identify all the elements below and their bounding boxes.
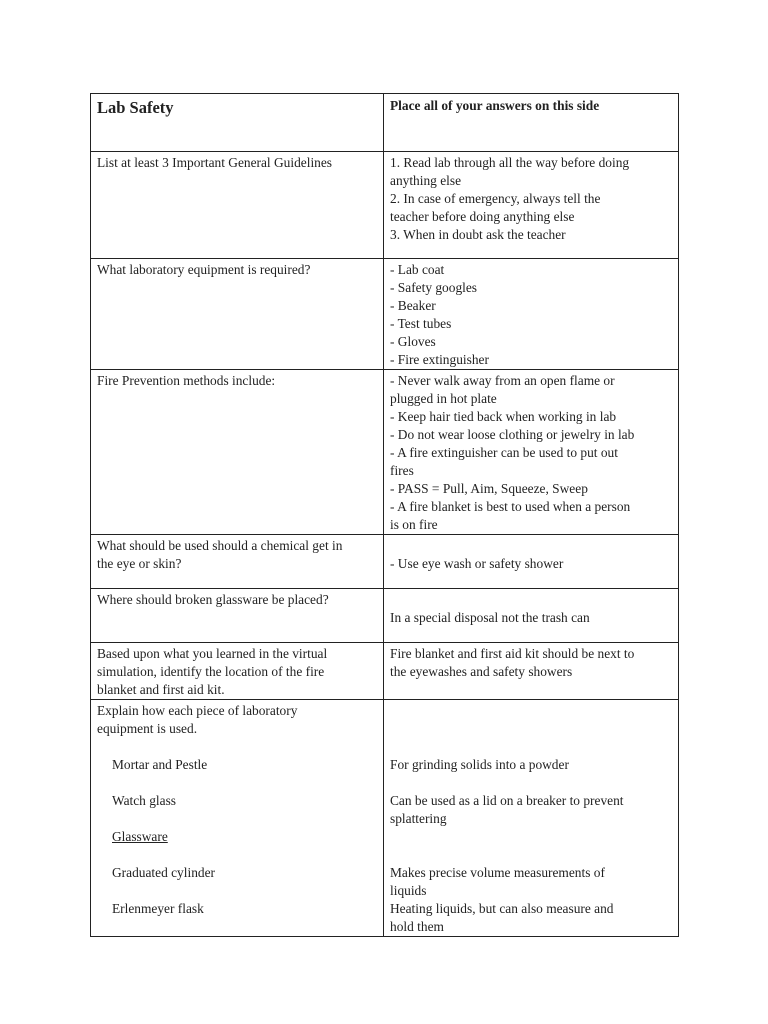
answer-text: - Never walk away from an open flame or bbox=[390, 373, 615, 388]
answer-cell bbox=[384, 589, 679, 643]
equipment-watch-glass: Watch glass bbox=[112, 793, 176, 808]
spacer bbox=[97, 738, 377, 756]
question-text: Fire Prevention methods include: bbox=[97, 373, 276, 388]
answer-cell bbox=[384, 152, 679, 259]
answer-text: teacher before doing anything else bbox=[390, 209, 575, 224]
table-row bbox=[91, 370, 679, 535]
answer-text bbox=[390, 591, 672, 609]
spacer bbox=[97, 810, 377, 828]
spacer bbox=[390, 738, 672, 756]
table-row bbox=[91, 700, 679, 937]
question-cell bbox=[91, 643, 384, 700]
question-cell bbox=[91, 700, 384, 937]
question-text: Explain how each piece of laboratory bbox=[97, 703, 298, 718]
instruction-cell bbox=[384, 94, 679, 152]
answer-text: - Keep hair tied back when working in lab bbox=[390, 409, 617, 424]
question-cell bbox=[91, 370, 384, 535]
answer-text: 1. Read lab through all the way before doing bbox=[390, 155, 630, 170]
question-text: equipment is used. bbox=[97, 721, 198, 736]
answer-text: anything else bbox=[390, 173, 462, 188]
answer-text: - A fire extinguisher can be used to put out bbox=[390, 445, 618, 460]
table-row bbox=[91, 259, 679, 370]
spacer bbox=[97, 882, 377, 900]
answer-text: - Beaker bbox=[390, 298, 436, 313]
answer-cell bbox=[384, 535, 679, 589]
question-cell bbox=[91, 589, 384, 643]
answer-text: - Lab coat bbox=[390, 262, 445, 277]
lab-safety-table bbox=[90, 93, 679, 937]
answer-text: Heating liquids, but can also measure and bbox=[390, 901, 614, 916]
answer-text: - A fire blanket is best to used when a person bbox=[390, 499, 631, 514]
equipment-mortar-and-pestle: Mortar and Pestle bbox=[112, 757, 208, 772]
table-row bbox=[91, 152, 679, 259]
title-cell bbox=[91, 94, 384, 152]
question-text: simulation, identify the location of the fire bbox=[97, 664, 325, 679]
equipment-graduated-cylinder: Graduated cylinder bbox=[112, 865, 215, 880]
answer-text: 3. When in doubt ask the teacher bbox=[390, 227, 566, 242]
question-text: blanket and first aid kit. bbox=[97, 682, 225, 697]
question-text: What should be used should a chemical get in bbox=[97, 538, 343, 553]
answer-text: Can be used as a lid on a breaker to prevent bbox=[390, 793, 624, 808]
answer-text: fires bbox=[390, 463, 414, 478]
answer-text: - Safety googles bbox=[390, 280, 478, 295]
spacer bbox=[97, 774, 377, 792]
answer-text: - Do not wear loose clothing or jewelry in lab bbox=[390, 427, 635, 442]
equipment-erlenmeyer-flask: Erlenmeyer flask bbox=[112, 901, 204, 916]
answer-cell bbox=[384, 700, 679, 937]
equipment-glassware-heading: Glassware bbox=[112, 829, 168, 844]
answer-text: In a special disposal not the trash can bbox=[390, 610, 590, 625]
answer-text: splattering bbox=[390, 811, 447, 826]
answer-text: 2. In case of emergency, always tell the bbox=[390, 191, 601, 206]
page-title: Lab Safety bbox=[97, 98, 174, 117]
answer-text: liquids bbox=[390, 883, 427, 898]
spacer bbox=[390, 828, 672, 846]
instruction-heading: Place all of your answers on this side bbox=[390, 98, 600, 113]
header-row bbox=[91, 94, 679, 152]
spacer bbox=[390, 720, 672, 738]
question-text: Based upon what you learned in the virtual bbox=[97, 646, 328, 661]
question-text: the eye or skin? bbox=[97, 556, 182, 571]
answer-cell bbox=[384, 259, 679, 370]
answer-text: - Use eye wash or safety shower bbox=[390, 556, 564, 571]
table-row bbox=[91, 535, 679, 589]
question-text: List at least 3 Important General Guidelines bbox=[97, 155, 333, 170]
question-text: What laboratory equipment is required? bbox=[97, 262, 311, 277]
spacer bbox=[97, 846, 377, 864]
answer-text: hold them bbox=[390, 919, 444, 934]
answer-cell bbox=[384, 643, 679, 700]
question-cell bbox=[91, 259, 384, 370]
table-row bbox=[91, 589, 679, 643]
table-row bbox=[91, 643, 679, 700]
answer-text: - Test tubes bbox=[390, 316, 452, 331]
answer-text: - Fire extinguisher bbox=[390, 352, 489, 367]
spacer bbox=[390, 702, 672, 720]
question-text: Where should broken glassware be placed? bbox=[97, 592, 329, 607]
answer-text: Makes precise volume measurements of bbox=[390, 865, 605, 880]
answer-text bbox=[390, 537, 672, 555]
question-cell bbox=[91, 535, 384, 589]
answer-text: - PASS = Pull, Aim, Squeeze, Sweep bbox=[390, 481, 588, 496]
answer-text: Fire blanket and first aid kit should be next to bbox=[390, 646, 635, 661]
answer-text: For grinding solids into a powder bbox=[390, 757, 569, 772]
question-cell bbox=[91, 152, 384, 259]
spacer bbox=[390, 774, 672, 792]
spacer bbox=[390, 846, 672, 864]
answer-text: is on fire bbox=[390, 517, 438, 532]
answer-text: plugged in hot plate bbox=[390, 391, 497, 406]
answer-cell bbox=[384, 370, 679, 535]
answer-text: - Gloves bbox=[390, 334, 436, 349]
answer-text: the eyewashes and safety showers bbox=[390, 664, 573, 679]
